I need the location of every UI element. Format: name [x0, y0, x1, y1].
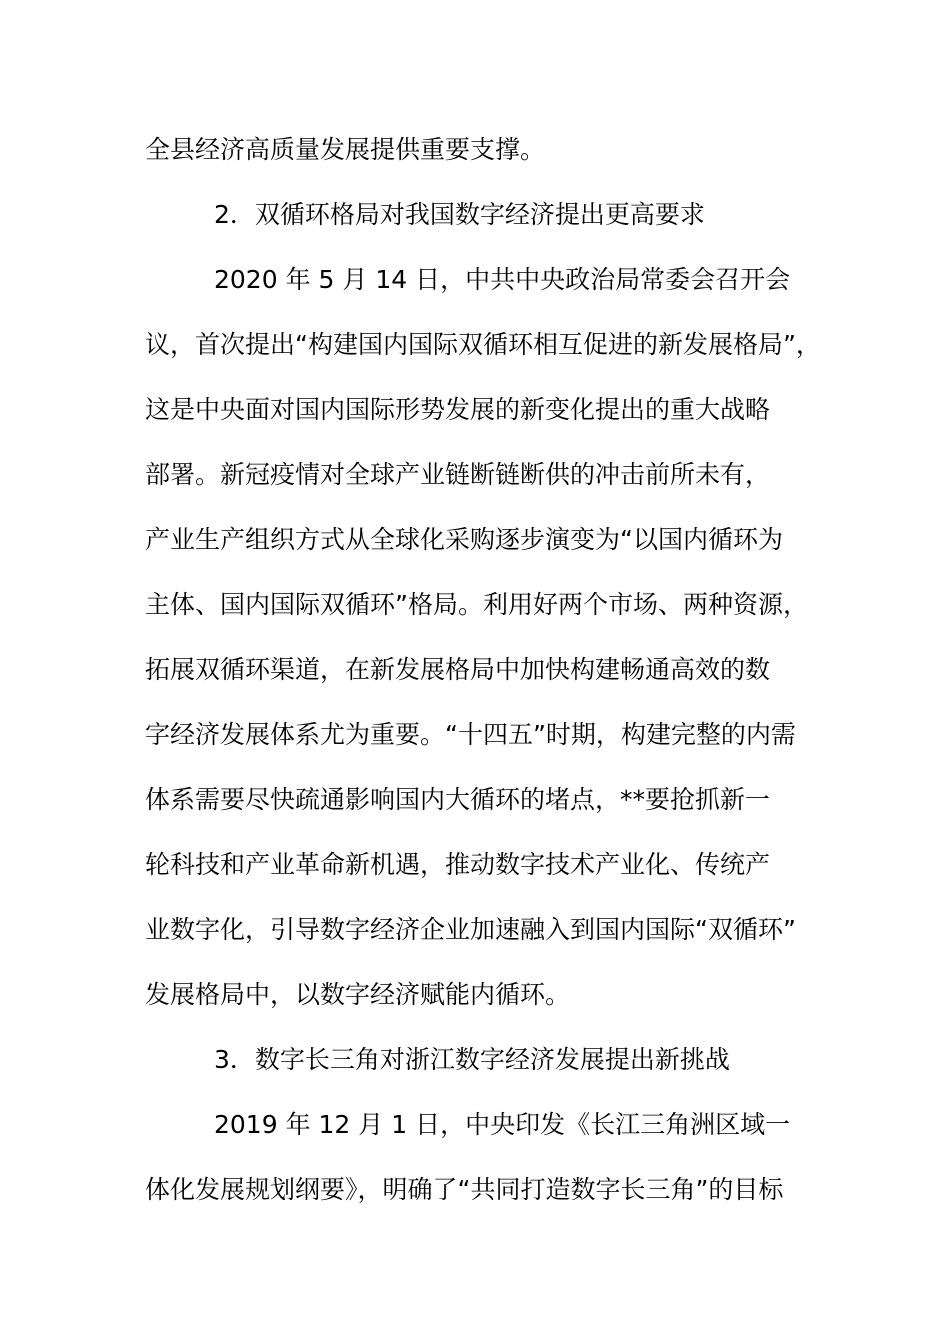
text-line: 2020 年 5 月 14 日，中共中央政治局常委会召开会	[214, 265, 791, 294]
section-heading: 2．双循环格局对我国数字经济提出更高要求	[214, 200, 705, 229]
text-line: 业数字化，引导数字经济企业加速融入到国内国际“双循环”	[145, 915, 796, 944]
text-line: 部署。新冠疫情对全球产业链断链断供的冲击前所未有，	[145, 460, 771, 489]
text-line: 轮科技和产业革命新机遇，推动数字技术产业化、传统产	[145, 850, 771, 879]
text-line: 主体、国内国际双循环”格局。利用好两个市场、两种资源，	[145, 590, 808, 619]
text-line: 发展格局中，以数字经济赋能内循环。	[145, 980, 571, 1009]
text-line: 体化发展规划纲要》，明确了“共同打造数字长三角”的目标	[145, 1175, 784, 1204]
text-line: 体系需要尽快疏通影响国内大循环的堵点，**要抢抓新一	[145, 785, 771, 814]
text-line: 这是中央面对国内国际形势发展的新变化提出的重大战略	[145, 395, 771, 424]
text-line: 议，首次提出“构建国内国际双循环相互促进的新发展格局”，	[145, 330, 821, 359]
text-line: 拓展双循环渠道，在新发展格局中加快构建畅通高效的数	[145, 655, 771, 684]
text-line: 2019 年 12 月 1 日，中央印发《长江三角洲区域一	[214, 1110, 791, 1139]
section-heading: 3．数字长三角对浙江数字经济发展提出新挑战	[214, 1045, 730, 1074]
text-line: 字经济发展体系尤为重要。“十四五”时期，构建完整的内需	[145, 720, 796, 749]
text-line: 全县经济高质量发展提供重要支撑。	[145, 135, 546, 164]
text-line: 产业生产组织方式从全球化采购逐步演变为“以国内循环为	[145, 525, 783, 554]
